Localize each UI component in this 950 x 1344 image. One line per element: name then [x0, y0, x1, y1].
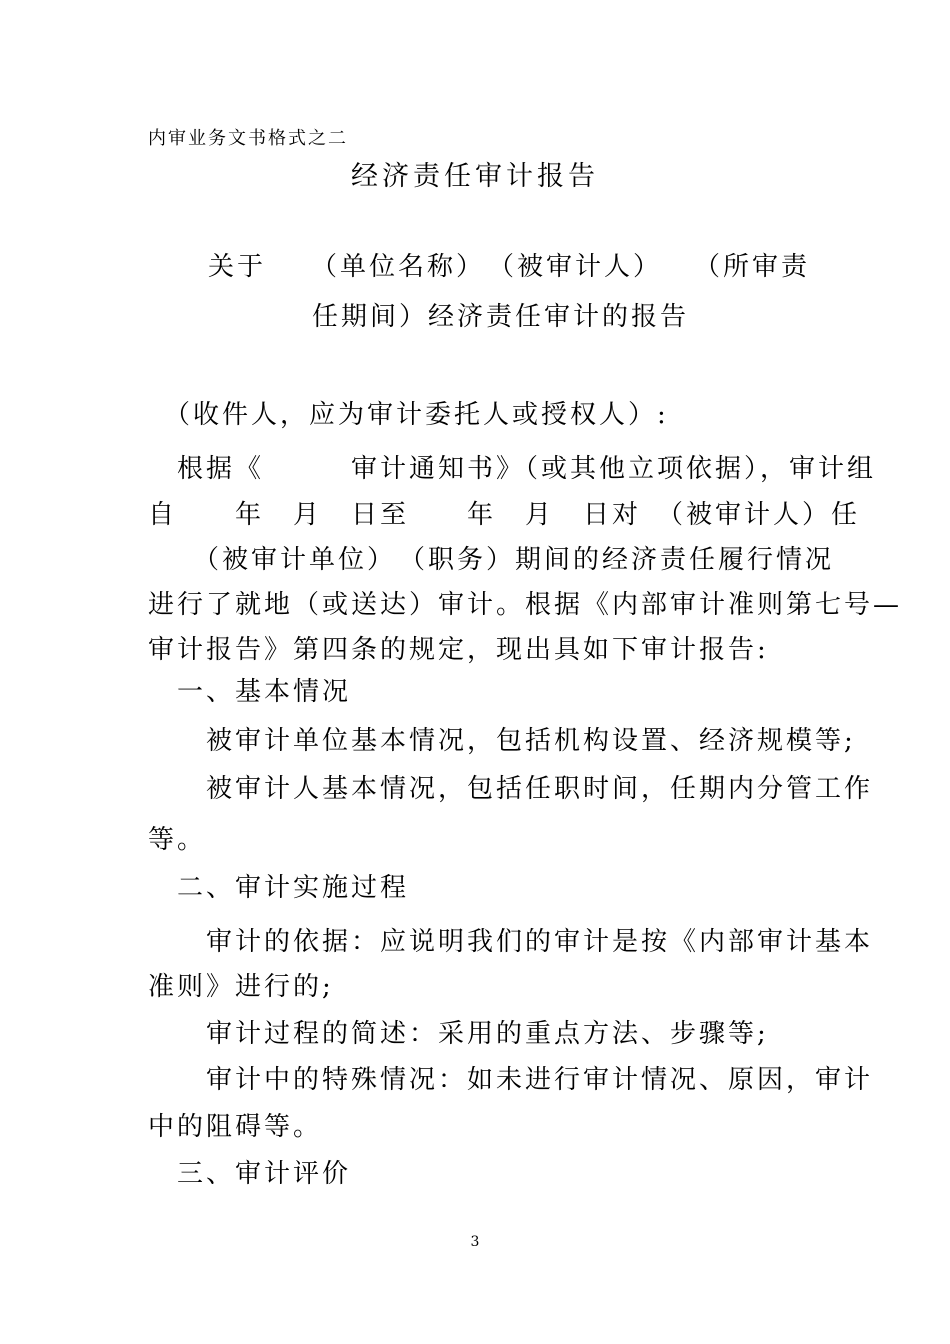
document-header: 内审业务文书格式之二 [148, 128, 348, 149]
section-heading: 二、审计实施过程 [148, 873, 410, 903]
body-line: 等。 [148, 825, 207, 855]
body-line: 审计的依据：应说明我们的审计是按《内部审计基本 [148, 927, 874, 957]
document-title: 经济责任审计报告 [351, 161, 599, 192]
body-line: 根据《 审计通知书》（或其他立项依据），审计组 [148, 454, 877, 484]
body-line: （被审计单位） （职务）期间的经济责任履行情况 [148, 545, 835, 575]
body-line: 被审计单位基本情况，包括机构设置、经济规模等; [148, 726, 856, 756]
page-number: 3 [470, 1234, 480, 1250]
section-heading: 一、基本情况 [148, 677, 352, 707]
report-subtitle-line-1: 关于 （单位名称） （被审计人） （所审责 [208, 252, 811, 282]
body-line: 审计过程的简述：采用的重点方法、步骤等; [148, 1019, 769, 1049]
body-line: 被审计人基本情况，包括任职时间，任期内分管工作 [148, 774, 874, 804]
body-line: 进行了就地（或送达）审计。根据《内部审计准则第七号— [148, 590, 903, 620]
body-line: 审计报告》第四条的规定，现出具如下审计报告: [148, 635, 769, 665]
body-line: 审计中的特殊情况：如未进行审计情况、原因，审计 [148, 1065, 874, 1095]
body-line: 自 年 月 日至 年 月 日对 （被审计人）任 [148, 500, 861, 530]
body-line: 中的阻碍等。 [148, 1112, 323, 1142]
body-line: 准则》进行的; [148, 972, 334, 1002]
addressee-line: （收件人，应为审计委托人或授权人）: [148, 400, 669, 430]
section-heading: 三、审计评价 [148, 1159, 352, 1189]
report-subtitle-line-2: 任期间）经济责任审计的报告 [312, 302, 690, 332]
